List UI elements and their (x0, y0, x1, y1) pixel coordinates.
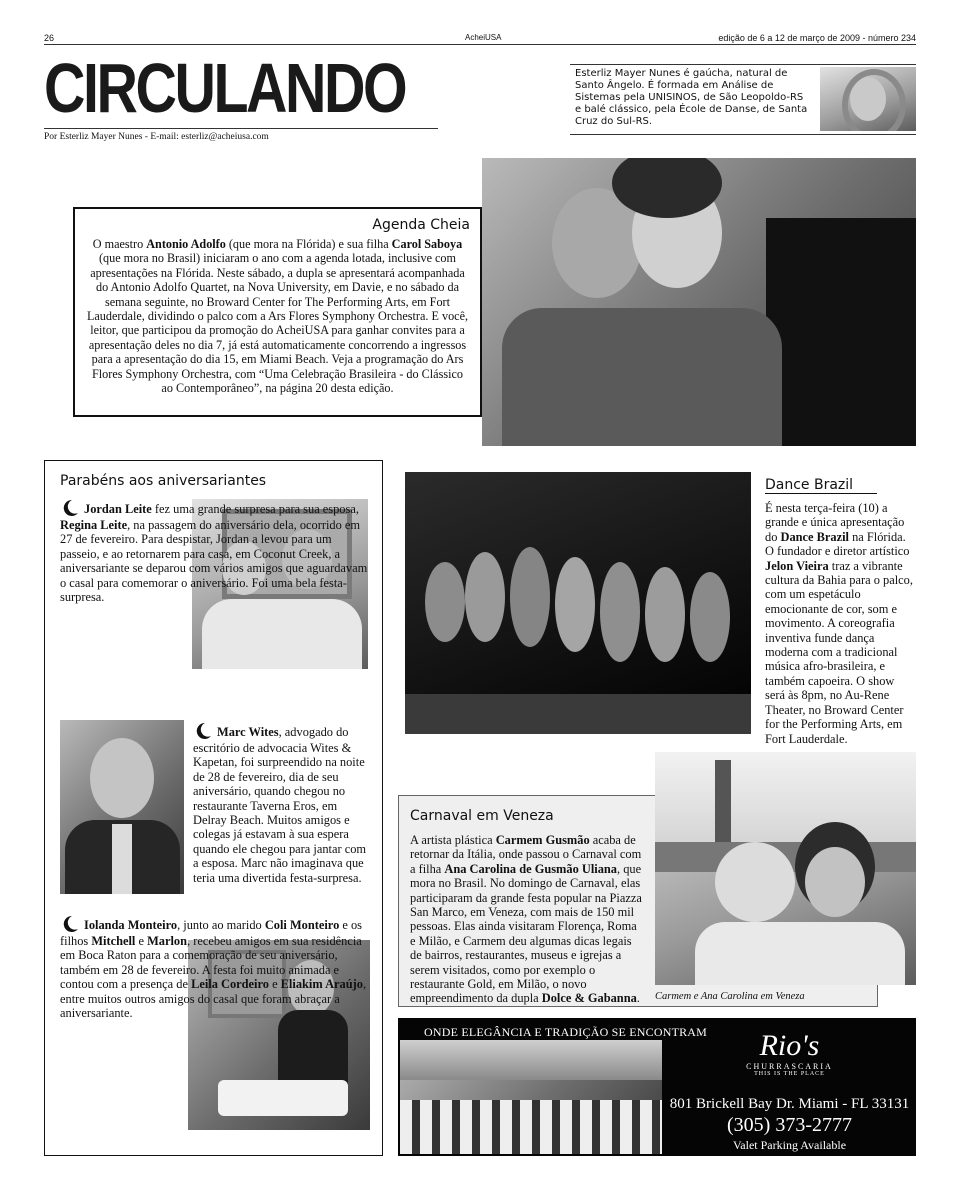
dance-title: Dance Brazil (765, 477, 877, 494)
birthdays-title: Parabéns aos aniversariantes (60, 473, 267, 489)
bio-rule-bottom (570, 134, 916, 135)
marc-text: Marc Wites, advogado do escritório de advocacia Wites & Kapetan, foi surpreendido na noite de 28 de fevereiro, dia de seu aniversário, quando chegou no restaurante Taverna Eros, em Delray Beach. Muitos amigos e colegas já estavam à sua espera quando ele chegou para jantar com a esposa. Marc não imaginava que teria uma divertida festa-surpresa. (193, 721, 370, 885)
bio-rule-top (570, 64, 916, 65)
agenda-box (73, 207, 482, 417)
iolanda-text: Iolanda Monteiro, junto ao marido Coli Monteiro e os filhos Mitchell e Marlon, recebeu amigos em sua residência em Boca Raton para a comemoração de seu aniversário, também em 28 de fevereiro. A festa foi muito animada e contou com a presença de Leila Cordeiro e Eliakim Araújo, entre muitos outros amigos do casal que foram abraçar a aniversariante. (60, 914, 370, 1020)
page-number: 26 (44, 33, 55, 43)
author-bio: Esterliz Mayer Nunes é gaúcha, natural de Santo Ângelo. É formada em Análise de Sistemas pela UNISINOS, de São Leopoldo-RS e balé clássico, pela École de Danse, de Santa Cruz do Sul-RS. (575, 68, 808, 127)
dance-photo (405, 472, 751, 734)
dance-body: É nesta terça-feira (10) a grande e única apresentação do Dance Brazil na Flórida. O fundador e diretor artístico Jelon Vieira traz a vibrante cultura da Bahia para o palco, com um espetáculo emocionante de cor, som e movimento. A coreografia inventiva funde dança moderna com a tradicional música afro-brasileira, e também capoeira. O show será às 8pm, no Au-Rene Theater, no Broward Center for the Performing Arts, em Fort Lauderdale. (765, 501, 913, 746)
ad-logo-sub: CHURRASCARIA (746, 1062, 833, 1071)
agenda-title: Agenda Cheia (372, 217, 470, 233)
moon-icon (193, 721, 213, 741)
agenda-photo (482, 158, 916, 446)
ad-phone: (305) 373-2777 (727, 1114, 852, 1136)
agenda-body: O maestro Antonio Adolfo (que mora na Flórida) e sua filha Carol Saboya (que mora no Brasil) iniciaram o ano com a agenda lotada, inclusive com apresentações na Flórida. Neste sábado, a dupla se apresentará acompanhada do Antonio Adolfo Quartet, na Nova University, em Davie, e no sábado da semana seguinte, no Broward Center for The Performing Arts, em Fort Lauderdale, dividindo o palco com a Ars Flores Symphony Orchestra. E você, leitor, que participou da promoção do AcheiUSA para ganhar convites para a apresentação deles no dia 7, já está automaticamente concorrendo a ingressos para a apresentação do dia 15, em Miami Beach. Veja a programação do Ars Flores Symphony Orchestra, com “Uma Celebração Brasileira - do Clássico ao Contemporâneo”, na página 20 desta edição. (86, 237, 469, 396)
marc-photo (60, 720, 184, 894)
ad-parking: Valet Parking Available (732, 1138, 847, 1152)
publication-name: AcheiUSA (465, 33, 502, 42)
ad-logo-slogan: THIS IS THE PLACE (754, 1071, 825, 1077)
ad-tagline: ONDE ELEGÂNCIA E TRADIÇÃO SE ENCONTRAM (424, 1025, 708, 1039)
venice-photo (655, 752, 916, 985)
column-byline: Por Esterliz Mayer Nunes - E-mail: esterliz@acheiusa.com (44, 132, 269, 142)
ad-logo-name: Rio's (759, 1029, 820, 1062)
carnaval-title: Carnaval em Veneza (410, 808, 554, 824)
ad-address: 801 Brickell Bay Dr. Miami - FL 33131 (669, 1096, 910, 1112)
restaurant-ad (398, 1018, 916, 1156)
jordan-text: Jordan Leite fez uma grande surpresa para sua esposa, Regina Leite, na passagem do aniversário dela, ocorrido em 27 de fevereiro. Para despistar, Jordan a levou para um passeio, e ao retornarem para casa, em Coconut Creek, a aniversariante se deparou com vários amigos que aguardavam o casal para comemorar o aniversário. Foi uma bela festa-surpresa. (60, 498, 370, 604)
header-rule (44, 44, 916, 45)
ad-logo (663, 1030, 916, 1092)
venice-caption: Carmem e Ana Carolina em Veneza (655, 991, 805, 1002)
moon-icon (60, 914, 80, 934)
column-title: CIRCULANDO (44, 49, 406, 127)
author-photo (820, 67, 916, 131)
edition-info: edição de 6 a 12 de março de 2009 - número 234 (718, 33, 916, 43)
moon-icon (60, 498, 80, 518)
ad-photo (400, 1040, 662, 1154)
title-rule (44, 128, 438, 129)
carnaval-body: A artista plástica Carmem Gusmão acaba de retornar da Itália, onde passou o Carnaval com a filha Ana Carolina de Gusmão Uliana, que mora no Brasil. No domingo de Carnaval, elas participaram da grande festa popular na Piazza San Marco, em Veneza, com mais de 150 mil pessoas. Elas ainda visitaram Florença, Roma e Milão, e Carmem deu algumas dicas legais de bairros, restaurantes, museus e igrejas a serem visitados, como por exemplo o restaurante Gold, em Milão, o novo empreendimento da dupla Dolce & Gabanna. (410, 833, 642, 1006)
